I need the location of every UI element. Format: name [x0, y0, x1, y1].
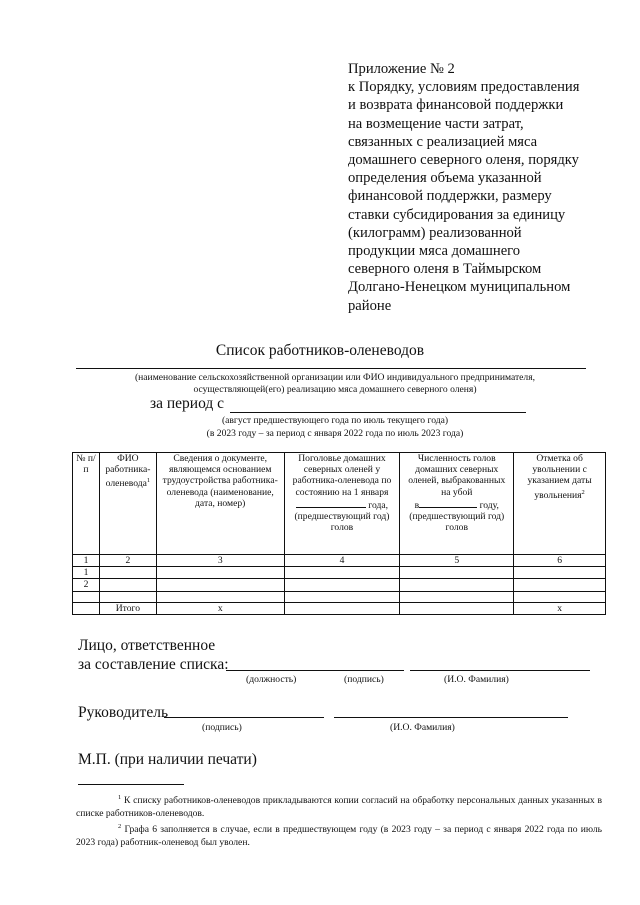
appendix-line: ставки субсидирования за единицу [348, 206, 566, 223]
table-row [73, 567, 606, 579]
footnote-ref: 1 [146, 477, 151, 485]
seal-note: М.П. (при наличии печати) [78, 751, 257, 768]
footnote-1 [76, 792, 602, 820]
header-livestock-tail: (предшествующий год) голов [294, 511, 390, 534]
header-culled-year: году, [479, 499, 499, 511]
header-dismissal-text: Отметка об увольнении с указанием даты увольнения [527, 453, 592, 501]
table-cell [284, 579, 400, 591]
caption-signature: (подпись) [202, 722, 242, 733]
caption-signature: (подпись) [344, 674, 384, 685]
column-number: 5 [400, 555, 514, 567]
header-dismissal [514, 453, 606, 555]
caption-name: (И.О. Фамилия) [444, 674, 509, 685]
appendix-line: домашнего северного оленя, порядку [348, 152, 579, 169]
period-caption-line: (в 2023 году – за период с января 2022 года по июль 2023 года) [206, 428, 464, 439]
table-total-row [73, 603, 606, 615]
total-x-mark: х [514, 603, 606, 615]
footnotes [76, 792, 602, 850]
table-cell [514, 567, 606, 579]
position-signature-line [226, 670, 404, 671]
appendix-line: продукции мяса домашнего [348, 243, 521, 260]
row-number: 2 [73, 579, 100, 591]
appendix-line: Долгано-Ненецком муниципальном [348, 279, 571, 296]
header-culled-in: в [414, 499, 420, 511]
table-cell [514, 591, 606, 603]
footnote-marker: 1 [118, 794, 122, 801]
table-cell [99, 567, 156, 579]
table-cell [156, 591, 284, 603]
column-number: 3 [156, 555, 284, 567]
column-number: 1 [73, 555, 100, 567]
organization-caption [70, 372, 600, 395]
appendix-line: определения объема указанной [348, 170, 542, 187]
table-header-row [73, 453, 606, 555]
appendix-line: районе [348, 297, 392, 314]
table-cell [73, 603, 100, 615]
document-title: Список работников-оленеводов [215, 342, 425, 359]
footnote-divider [78, 784, 184, 785]
year-blank [419, 498, 477, 508]
column-number-row [73, 555, 606, 567]
caption-position: (должность) [246, 674, 297, 685]
name-line [410, 670, 590, 671]
head-label: Руководитель [78, 704, 169, 721]
organization-caption-line: осуществляющей(его) реализацию мяса домашнего северного оленя) [193, 383, 477, 395]
table-cell [156, 579, 284, 591]
organization-caption-line: (наименование сельскохозяйственной организации или ФИО индивидуального предпринимателя, [134, 372, 536, 383]
period-row [150, 395, 526, 413]
table-cell [400, 591, 514, 603]
appendix-line: к Порядку, условиям предоставления [348, 79, 580, 96]
appendix-line: и возврата финансовой поддержки [348, 97, 564, 114]
table-cell [400, 603, 514, 615]
header-number: № п/п [73, 453, 100, 555]
period-label: за период с [150, 395, 225, 412]
period-caption-line: (август предшествующего года по июль текущего года) [221, 415, 449, 426]
header-fio-text: ФИО работника-оленевода [105, 453, 151, 490]
table-cell [73, 591, 100, 603]
column-number: 4 [284, 555, 400, 567]
header-fio [99, 453, 156, 555]
header-culled-text: Численность голов домашних северных оленей, выбракованных на убой [408, 453, 506, 498]
period-caption [170, 414, 500, 440]
footnote-2 [76, 821, 602, 849]
appendix-line: финансовой поддержки, размеру [348, 188, 552, 205]
period-blank-line [230, 398, 526, 413]
table-cell [99, 579, 156, 591]
table-row [73, 579, 606, 591]
table-cell [400, 579, 514, 591]
organization-blank-line [76, 368, 586, 369]
footnote-ref: 2 [581, 488, 585, 496]
header-culled [400, 453, 514, 555]
footnote-text: Графа 6 заполняется в случае, если в предшествующем году (в 2023 году – за период с января 2022 года по июль 2023 года) работник-оленевод был уволен. [76, 824, 602, 848]
footnote-text: К списку работников-оленеводов прикладываются копии согласий на обработку персональных данных указанных в списке работников-оленеводов. [76, 795, 602, 819]
table-cell [156, 567, 284, 579]
column-number: 2 [99, 555, 156, 567]
year-blank [296, 498, 366, 508]
total-label: Итого [99, 603, 156, 615]
header-culled-tail: (предшествующий год) голов [409, 511, 505, 534]
header-livestock-text: Поголовье домашних северных оленей у работника-оленевода по состоянию на 1 января [292, 453, 392, 498]
table-cell [514, 579, 606, 591]
header-document: Сведения о документе, являющемся основанием трудоустройства работника-оленевода (наименование, дата, номер) [156, 453, 284, 555]
appendix-line: (килограмм) реализованной [348, 224, 522, 241]
head-signature-line [164, 717, 324, 718]
appendix-line: Приложение № 2 [348, 61, 455, 77]
appendix-header [348, 60, 620, 315]
footnote-marker: 2 [118, 823, 122, 830]
responsible-person-block [78, 636, 229, 674]
responsible-label-line1: Лицо, ответственное [78, 637, 216, 654]
column-number: 6 [514, 555, 606, 567]
caption-name: (И.О. Фамилия) [390, 722, 455, 733]
table-cell [284, 591, 400, 603]
appendix-line: на возмещение части затрат, [348, 115, 524, 132]
table-row [73, 591, 606, 603]
total-x-mark: х [156, 603, 284, 615]
responsible-label-line2: за составление списка: [78, 656, 229, 673]
table-cell [400, 567, 514, 579]
appendix-line: связанных с реализацией мяса [348, 133, 538, 150]
workers-table [72, 452, 606, 615]
row-number: 1 [73, 567, 100, 579]
table-cell [99, 591, 156, 603]
table-cell [284, 567, 400, 579]
appendix-line: северного оленя в Таймырском [348, 261, 542, 278]
header-livestock-year: года, [368, 499, 389, 511]
head-name-line [334, 717, 568, 718]
header-livestock [284, 453, 400, 555]
table-cell [284, 603, 400, 615]
